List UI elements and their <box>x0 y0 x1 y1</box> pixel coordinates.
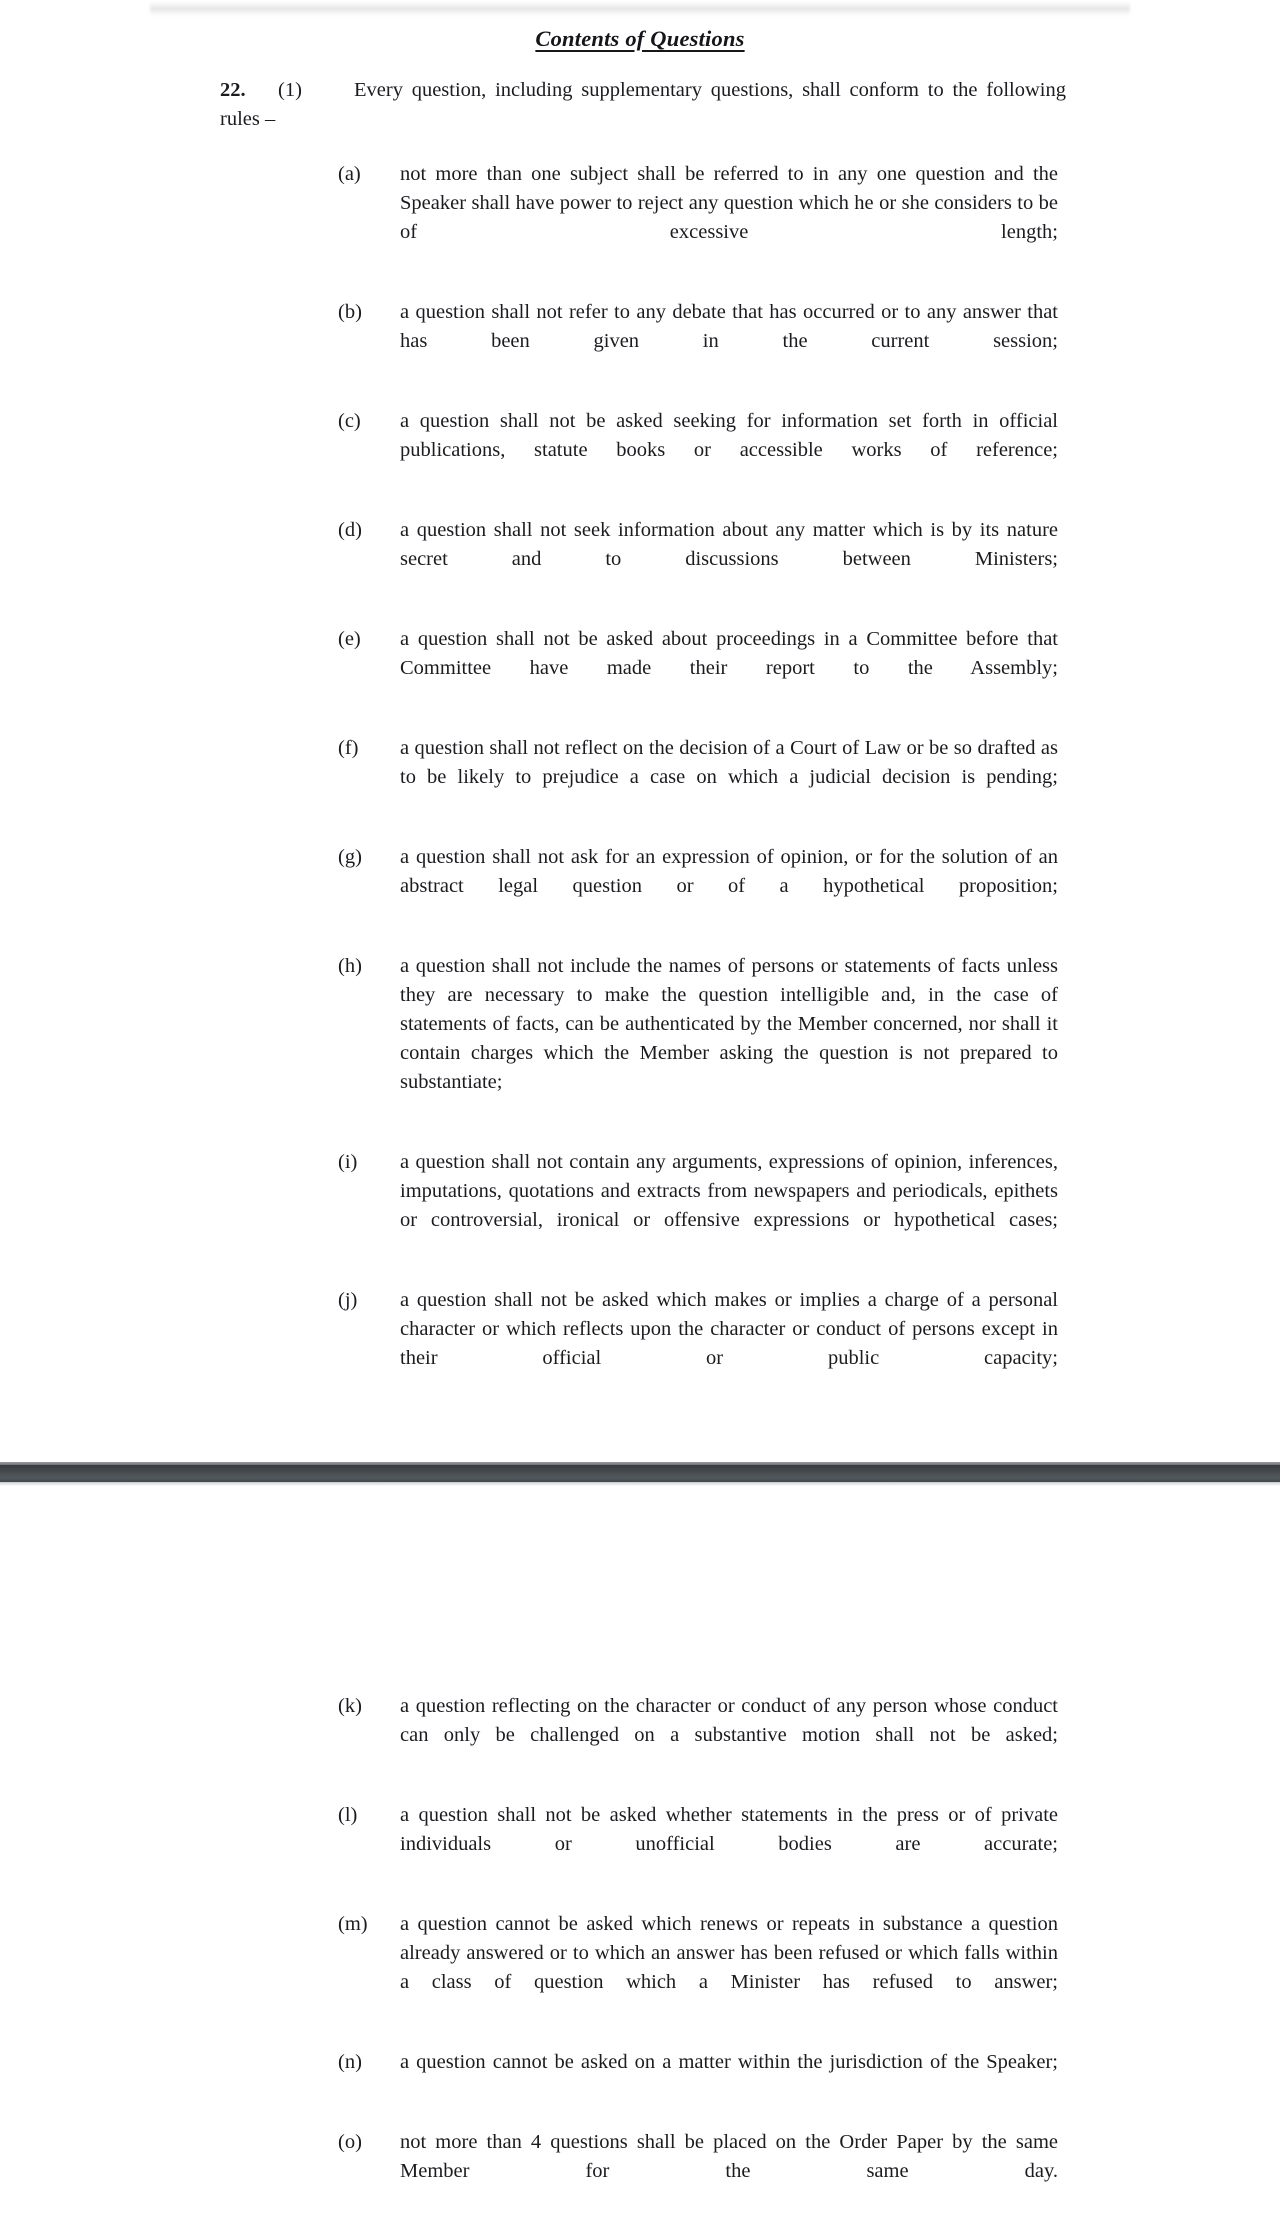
rules-list-page-two <box>130 1692 1150 2215</box>
rule-label: (f) <box>338 737 359 759</box>
page-break-divider <box>0 1462 1280 1486</box>
rule-label: (l) <box>338 1804 358 1826</box>
list-item <box>338 298 1058 385</box>
rule-label: (h) <box>338 955 362 977</box>
divider-bar <box>0 1465 1280 1482</box>
list-item <box>338 2048 1058 2106</box>
rule-text: a question shall not reflect on the decision of a Court of Law or be so drafted as to be likely to prejudice a case on which a judicial decision is pending; <box>400 737 1058 788</box>
rule-label: (j) <box>338 1289 358 1311</box>
rule-text: a question shall not be asked about proceedings in a Committee before that Committee have made their report to the Assembly; <box>400 628 1058 679</box>
list-item <box>338 843 1058 930</box>
list-item <box>338 1286 1058 1402</box>
rule-label: (b) <box>338 301 362 323</box>
rule-label: (n) <box>338 2051 362 2073</box>
page-title: Contents of Questions <box>535 26 745 51</box>
scanned-page-next <box>0 1494 1280 2182</box>
list-item <box>338 1801 1058 1888</box>
rule-label: (o) <box>338 2131 362 2153</box>
list-item <box>338 625 1058 712</box>
rule-text: a question cannot be asked which renews or repeats in substance a question already answered or to which an answer has been refused or which falls within a class of question which a Minister has refused to answer; <box>400 1913 1058 1993</box>
rule-label: (g) <box>338 846 362 868</box>
section-intro-paragraph <box>130 76 1150 134</box>
list-item <box>338 407 1058 494</box>
list-item <box>338 2128 1058 2215</box>
rule-text: a question shall not contain any arguments, expressions of opinion, inferences, imputations, quotations and extracts from newspapers and periodicals, epithets or controversial, ironical or offensive expressions or hypothetical cases; <box>400 1151 1058 1231</box>
rule-text: a question shall not be asked whether statements in the press or of private individuals or unofficial bodies are accurate; <box>400 1804 1058 1855</box>
rule-label: (a) <box>338 163 361 185</box>
section-number: 22. <box>220 79 246 101</box>
rule-label: (e) <box>338 628 361 650</box>
subsection-number: (1) <box>278 79 302 101</box>
list-item <box>338 516 1058 603</box>
list-item <box>338 1148 1058 1264</box>
rule-text: a question shall not include the names of persons or statements of facts unless they are necessary to make the question intelligible and, in the case of statements of facts, can be authenticated by the Member concerned, nor shall it contain charges which the Member asking the question is not prepared to substantiate; <box>400 955 1058 1093</box>
rule-label: (i) <box>338 1151 358 1173</box>
rule-text: a question shall not be asked seeking for information set forth in official publications, statute books or accessible works of reference; <box>400 410 1058 461</box>
list-item <box>338 160 1058 276</box>
rule-label: (c) <box>338 410 361 432</box>
rule-text: a question reflecting on the character or conduct of any person whose conduct can only be challenged on a substantive motion shall not be asked; <box>400 1695 1058 1746</box>
section-intro-text: Every question, including supplementary questions, shall conform to the following rules – <box>220 79 1066 130</box>
list-item <box>338 1910 1058 2026</box>
list-item <box>338 1692 1058 1779</box>
rule-label: (k) <box>338 1695 362 1717</box>
rule-text: a question shall not be asked which makes or implies a charge of a personal character or which reflects upon the character or conduct of persons except in their official or public capacity; <box>400 1289 1058 1369</box>
rule-label: (m) <box>338 1913 368 1935</box>
rule-text: a question shall not seek information about any matter which is by its nature secret and to discussions between Ministers; <box>400 519 1058 570</box>
list-item <box>338 952 1058 1126</box>
rule-text: a question cannot be asked on a matter within the jurisdiction of the Speaker; <box>400 2051 1058 2073</box>
rule-text: not more than one subject shall be referred to in any one question and the Speaker shall have power to reject any question which he or she considers to be of excessive length; <box>400 163 1058 243</box>
rules-list-page-one <box>130 160 1150 1402</box>
page-content-column <box>130 0 1150 1515</box>
rule-text: a question shall not ask for an expression of opinion, or for the solution of an abstract legal question or of a hypothetical proposition; <box>400 846 1058 897</box>
rule-text: not more than 4 questions shall be placed on the Order Paper by the same Member for the same day. <box>400 2131 1058 2182</box>
rule-text: a question shall not refer to any debate that has occurred or to any answer that has been given in the current session; <box>400 301 1058 352</box>
list-item <box>338 734 1058 821</box>
page-content-column-continued <box>130 1494 1150 2215</box>
divider-highlight-bottom <box>0 1482 1280 1486</box>
rule-label: (d) <box>338 519 362 541</box>
